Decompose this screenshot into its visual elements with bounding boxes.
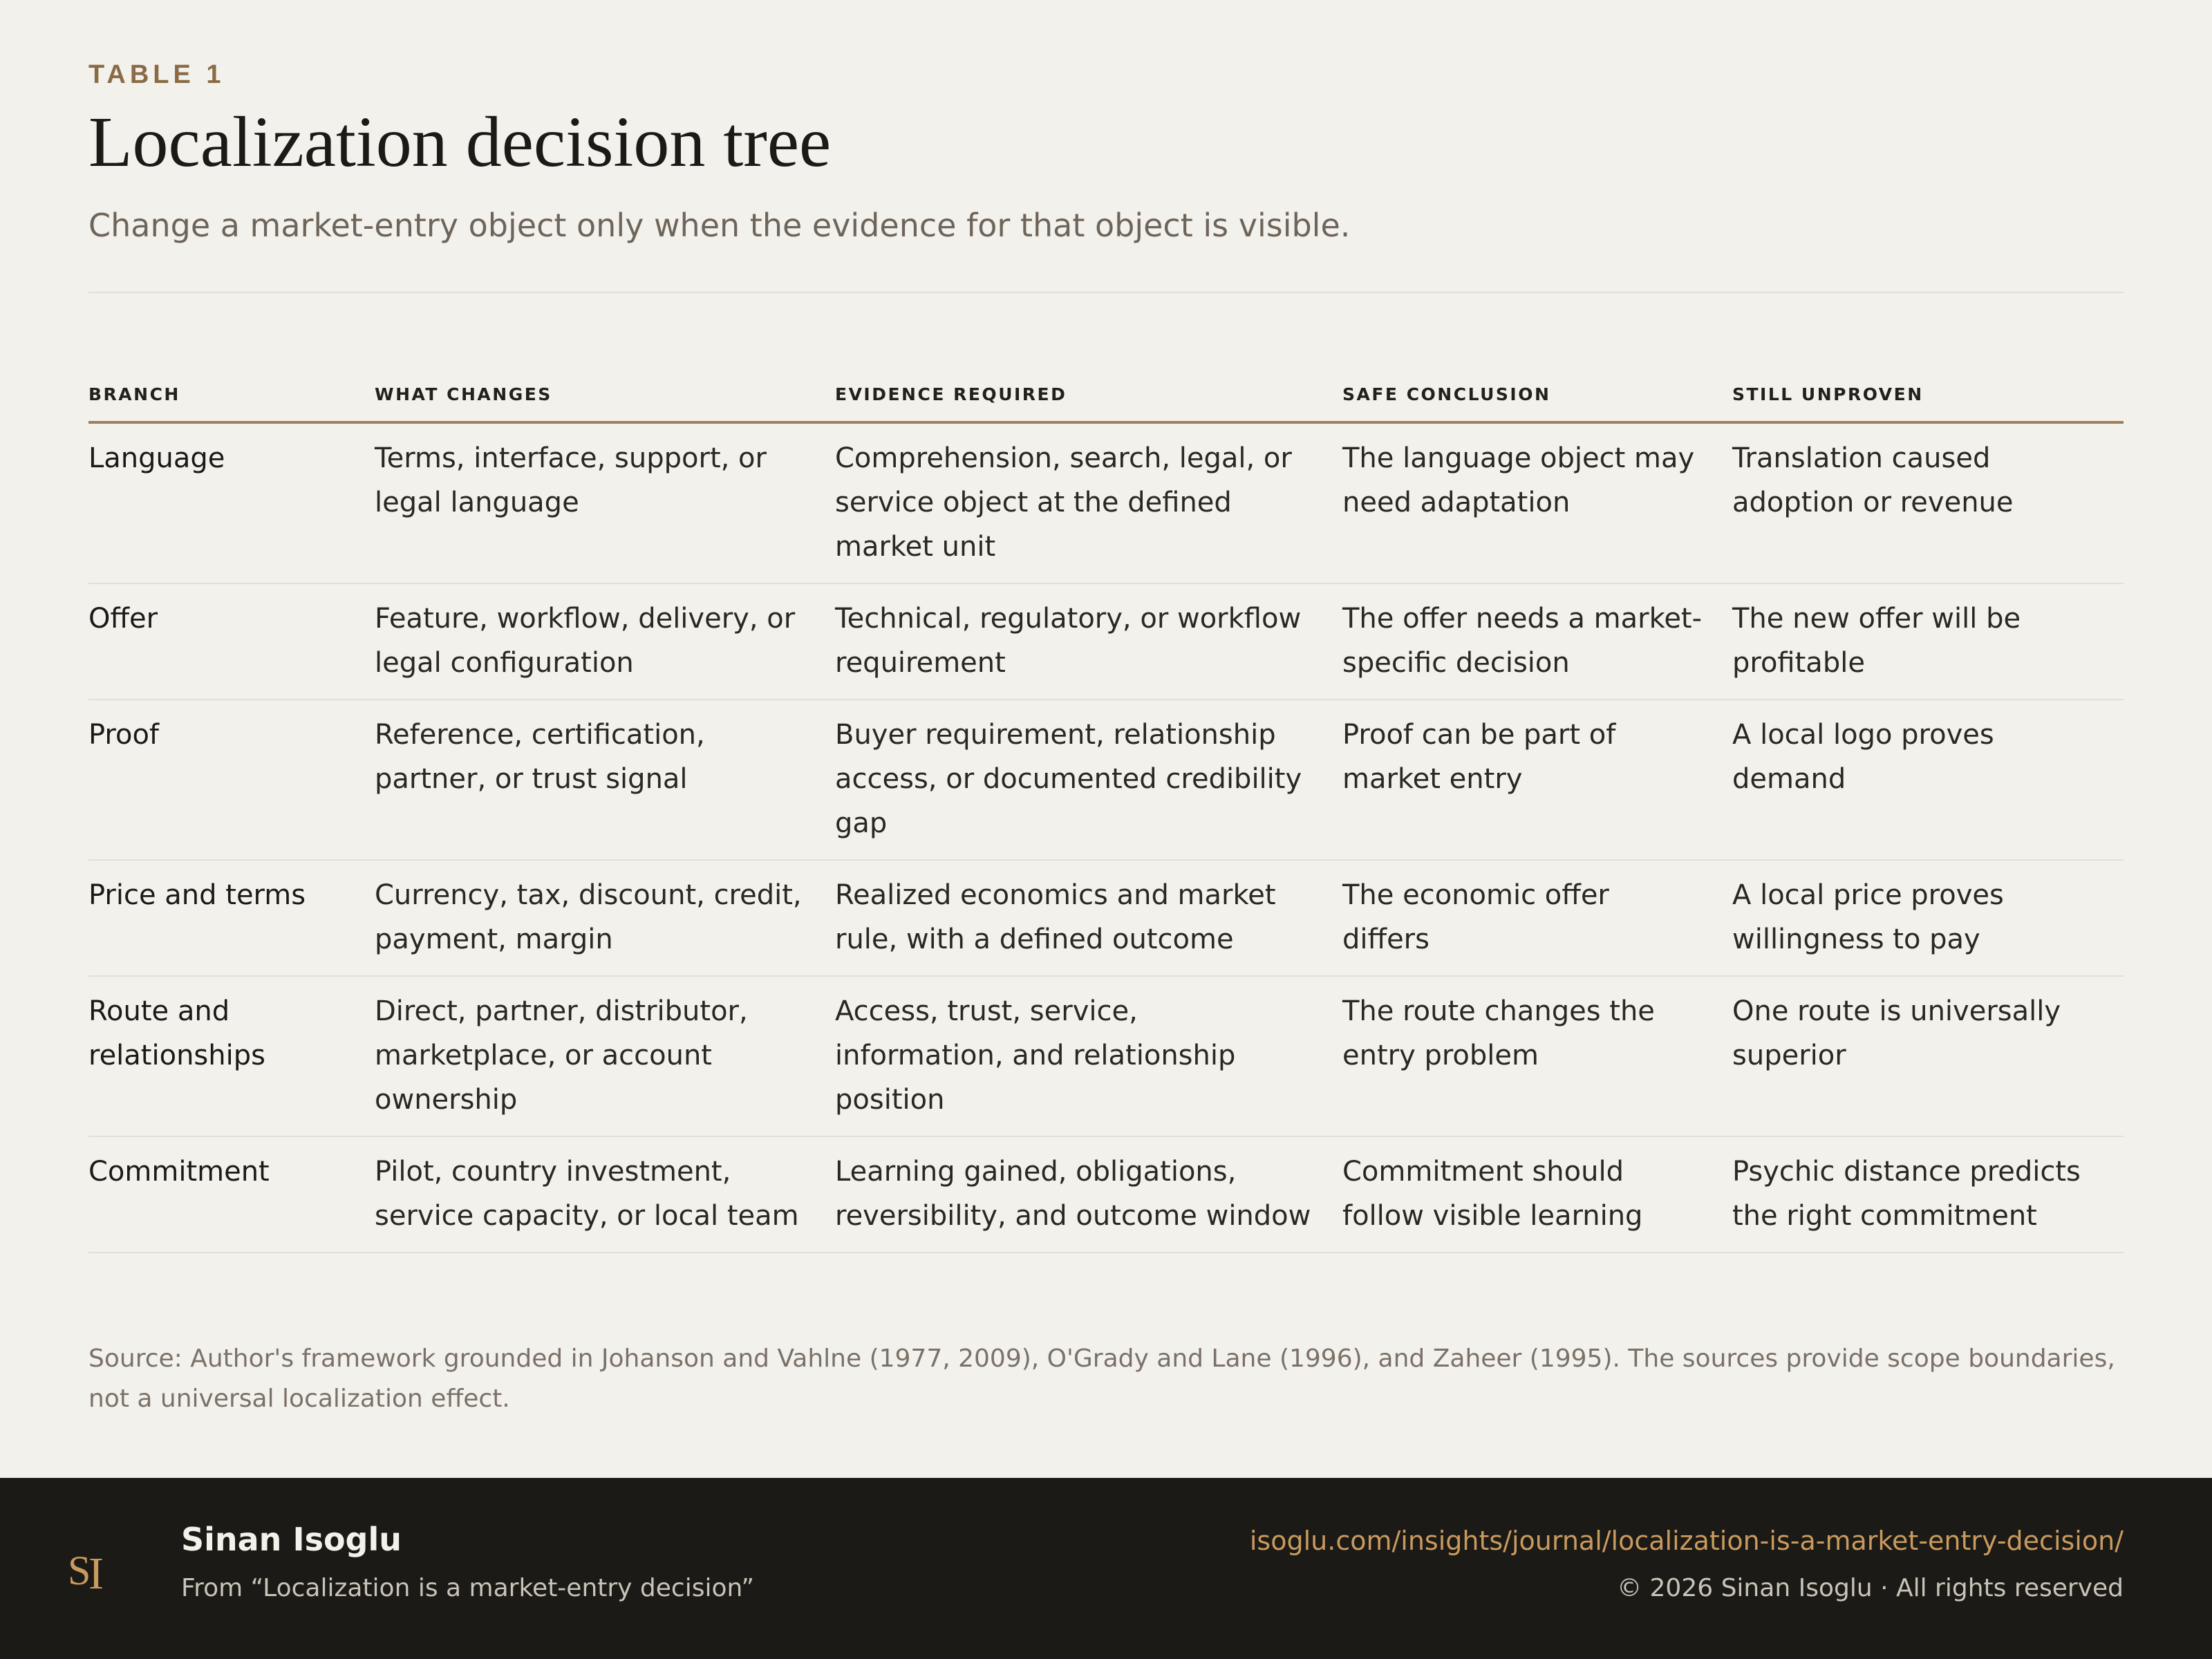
safe-conclusion-cell: The economic offer differs [1342,860,1732,976]
table-row [88,976,2124,1136]
still-unproven-cell: A local logo proves demand [1732,700,2124,860]
table-row [88,583,2124,700]
divider [88,292,2124,293]
still-unproven-cell: A local price proves willingness to pay [1732,860,2124,976]
safe-conclusion-cell: Commitment should follow visible learning [1342,1136,1732,1253]
what-changes-cell: Feature, workflow, delivery, or legal configuration [375,583,835,700]
table-row [88,860,2124,976]
decision-table [88,384,2124,1253]
evidence-cell: Buyer requirement, relationship access, or documented credibility gap [835,700,1342,860]
safe-conclusion-cell: The route changes the entry problem [1342,976,1732,1136]
article-reference: From “Localization is a market-entry decision” [181,1574,755,1602]
evidence-cell: Learning gained, obligations, reversibility, and outcome window [835,1136,1342,1253]
what-changes-cell: Pilot, country investment, service capacity, or local team [375,1136,835,1253]
source-note: Source: Author's framework grounded in Johanson and Vahlne (1977, 2009), O'Grady and Lane (1996), and Zaheer (1995). The sources provide scope boundaries, not a universal localization effect. [88,1344,2115,1413]
page-title: Localization decision tree [88,102,832,182]
what-changes-cell: Terms, interface, support, or legal language [375,422,835,583]
copyright-notice: © 2026 Sinan Isoglu · All rights reserved [1617,1574,2124,1602]
evidence-cell: Technical, regulatory, or workflow requirement [835,583,1342,700]
column-header-safe-conclusion: SAFE CONCLUSION [1342,384,1732,422]
column-header-what-changes: WHAT CHANGES [375,384,835,422]
what-changes-cell: Reference, certification, partner, or trust signal [375,700,835,860]
table-header-row [88,384,2124,422]
branch-cell: Proof [88,700,375,860]
branch-cell: Price and terms [88,860,375,976]
table-row [88,1136,2124,1253]
column-header-evidence-required: EVIDENCE REQUIRED [835,384,1342,422]
si-monogram-logo-icon [64,1540,119,1598]
safe-conclusion-cell: The offer needs a market-specific decision [1342,583,1732,700]
what-changes-cell: Direct, partner, distributor, marketplace, or account ownership [375,976,835,1136]
svg-text:S: S [68,1548,91,1593]
still-unproven-cell: Psychic distance predicts the right commitment [1732,1136,2124,1253]
column-header-branch: BRANCH [88,384,375,422]
evidence-cell: Comprehension, search, legal, or service object at the defined market unit [835,422,1342,583]
page-subtitle: Change a market-entry object only when the evidence for that object is visible. [88,207,1351,244]
svg-text:I: I [88,1548,104,1598]
safe-conclusion-cell: The language object may need adaptation [1342,422,1732,583]
branch-cell: Language [88,422,375,583]
evidence-cell: Access, trust, service, information, and relationship position [835,976,1342,1136]
column-header-still-unproven: STILL UNPROVEN [1732,384,2124,422]
safe-conclusion-cell: Proof can be part of market entry [1342,700,1732,860]
article-link[interactable]: isoglu.com/insights/journal/localization-is-a-market-entry-decision/ [1249,1526,2124,1556]
still-unproven-cell: Translation caused adoption or revenue [1732,422,2124,583]
table-number: TABLE 1 [88,60,225,89]
still-unproven-cell: One route is universally superior [1732,976,2124,1136]
table-row [88,700,2124,860]
table-figure [88,58,2124,1419]
table-row [88,422,2124,583]
branch-cell: Commitment [88,1136,375,1253]
branch-cell: Route and relationships [88,976,375,1136]
what-changes-cell: Currency, tax, discount, credit, payment, margin [375,860,835,976]
evidence-cell: Realized economics and market rule, with a defined outcome [835,860,1342,976]
branch-cell: Offer [88,583,375,700]
site-footer [0,1478,2212,1659]
author-name: Sinan Isoglu [181,1521,402,1558]
still-unproven-cell: The new offer will be profitable [1732,583,2124,700]
